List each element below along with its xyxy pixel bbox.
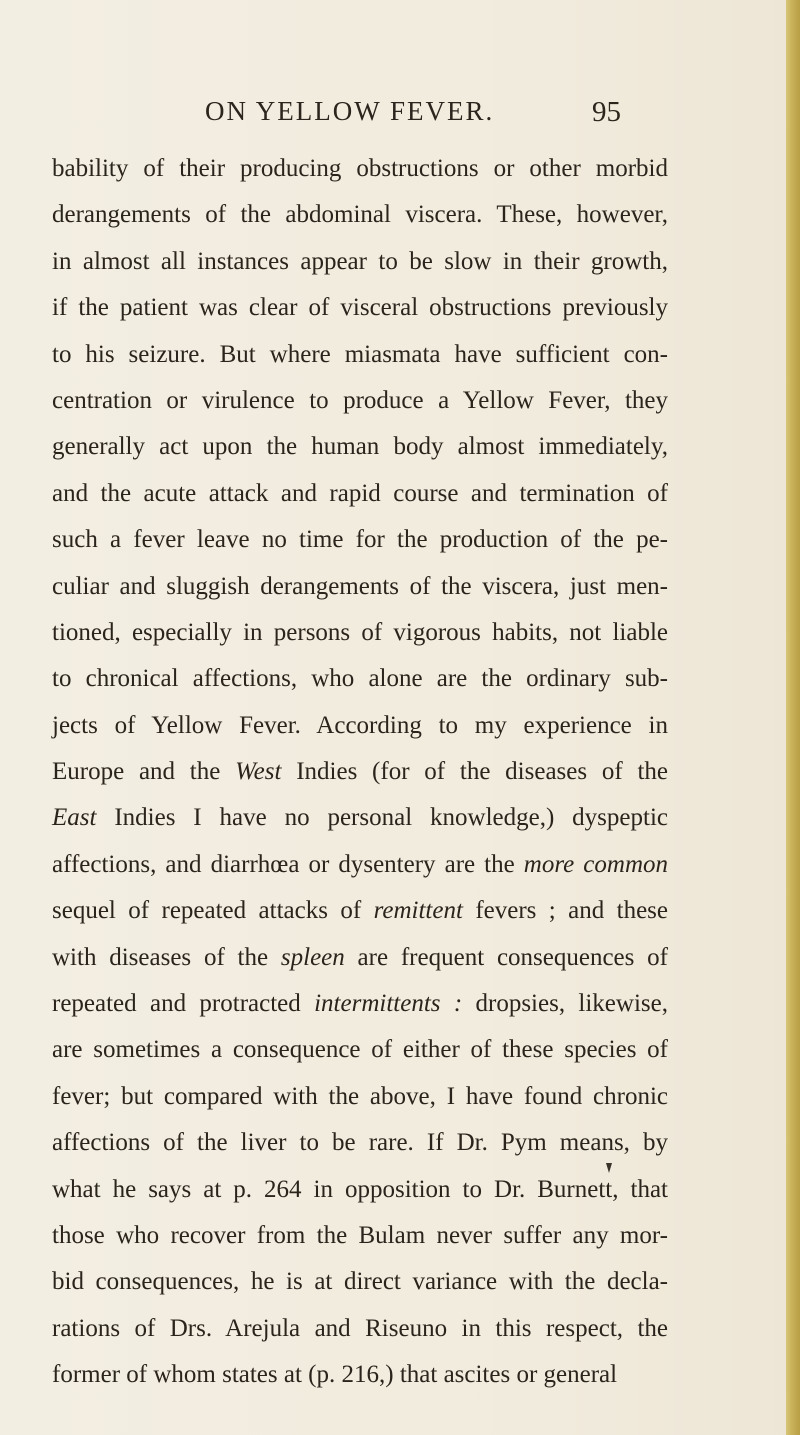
- text-run: Europe and the: [52, 758, 236, 786]
- text-run: fever; but compared with the above, I have found chronic: [52, 1082, 668, 1110]
- text-line: [52, 1306, 668, 1352]
- text-run: are sometimes a consequence of either of these species of: [52, 1036, 668, 1064]
- text-run: generally act upon the human body almost immediately,: [52, 433, 668, 461]
- text-line: [52, 192, 668, 238]
- text-line: [52, 1167, 668, 1213]
- text-run: what he says at p. 264 in opposition to Dr. Burnett, that: [52, 1175, 668, 1203]
- italic-text-run: West: [235, 758, 282, 786]
- text-run: affections, and diarrhœa or dysentery are the: [52, 850, 524, 878]
- text-line: [52, 471, 668, 517]
- text-run: culiar and sluggish derangements of the viscera, just men-: [52, 572, 668, 600]
- text-run: Indies (for of the diseases of the: [281, 758, 668, 786]
- text-line: [52, 1120, 668, 1166]
- body-text: [52, 146, 668, 1399]
- text-run: centration or virulence to produce a Yellow Fever, they: [52, 386, 668, 414]
- text-run: repeated and protracted: [52, 990, 315, 1018]
- text-run: Indies I have no personal knowledge,) dyspeptic: [96, 804, 668, 832]
- italic-text-run: intermittents :: [314, 990, 463, 1018]
- text-run: affections of the liver to be rare. If Dr. Pym means, by: [52, 1129, 668, 1157]
- text-line: [52, 935, 668, 981]
- text-line: [52, 332, 668, 378]
- italic-text-run: more common: [523, 850, 669, 878]
- text-line: [52, 1074, 668, 1120]
- text-run: to chronical affections, who alone are the ordinary sub-: [52, 665, 668, 693]
- text-line: [52, 285, 668, 331]
- text-run: sequel of repeated attacks of: [52, 897, 374, 925]
- text-run: such a fever leave no time for the production of the pe-: [52, 526, 668, 554]
- text-run: in almost all instances appear to be slow in their growth,: [52, 247, 668, 275]
- text-run: bid consequences, he is at direct variance with the decla-: [52, 1268, 668, 1296]
- text-line: [52, 1213, 668, 1259]
- text-line: [52, 1259, 668, 1305]
- text-line: [52, 656, 668, 702]
- text-line: [52, 146, 668, 192]
- text-run: if the patient was clear of visceral obstructions previously: [52, 294, 668, 322]
- text-run: derangements of the abdominal viscera. These, however,: [52, 201, 668, 229]
- text-run: and the acute attack and rapid course and termination of: [52, 479, 668, 507]
- text-run: rations of Drs. Arejula and Riseuno in this respect, the: [52, 1314, 668, 1342]
- text-line: [52, 888, 668, 934]
- text-line: [52, 1027, 668, 1073]
- text-run: tioned, especially in persons of vigorous habits, not liable: [52, 618, 668, 646]
- text-line: [52, 749, 668, 795]
- text-line: [52, 795, 668, 841]
- text-line: [52, 703, 668, 749]
- text-run: with diseases of the: [52, 943, 281, 971]
- text-line: [52, 564, 668, 610]
- text-line: [52, 610, 668, 656]
- text-line: [52, 239, 668, 285]
- running-head: [0, 96, 786, 136]
- text-run: jects of Yellow Fever. According to my experience in: [52, 711, 668, 739]
- text-line: [52, 981, 668, 1027]
- text-run: fevers ; and these: [462, 897, 668, 925]
- running-title: ON YELLOW FEVER.: [205, 96, 495, 126]
- italic-text-run: spleen: [280, 943, 345, 971]
- text-run: are frequent consequences of: [344, 943, 668, 971]
- italic-text-run: remittent: [373, 897, 463, 925]
- text-run: bability of their producing obstructions or other morbid: [52, 155, 668, 182]
- text-line: [52, 517, 668, 563]
- text-run: those who recover from the Bulam never suffer any mor-: [52, 1221, 668, 1249]
- italic-text-run: East: [52, 804, 97, 832]
- text-line: [52, 1352, 668, 1398]
- catchmark-mark: [606, 1163, 612, 1173]
- text-run: former of whom states at (p. 216,) that ascites or general: [52, 1361, 618, 1389]
- text-run: dropsies, likewise,: [462, 990, 668, 1018]
- text-line: [52, 842, 668, 888]
- page-number: 95: [592, 96, 621, 128]
- text-line: [52, 424, 668, 470]
- text-line: [52, 378, 668, 424]
- text-run: to his seizure. But where miasmata have sufficient con-: [52, 340, 668, 368]
- page-edge-gilt: [786, 0, 800, 1435]
